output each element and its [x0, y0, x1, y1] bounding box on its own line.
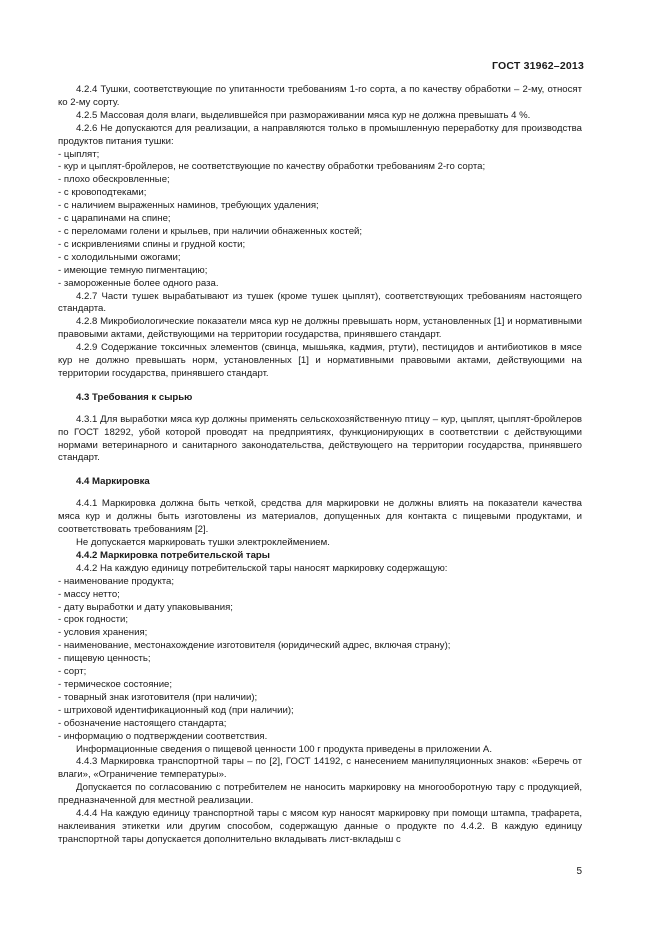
list-item: - наименование продукта;	[58, 575, 175, 587]
list-item: - срок годности;	[58, 614, 129, 626]
document-body	[58, 84, 582, 847]
list-item: - информацию о подтверждении соответствия.	[58, 730, 268, 742]
list-item: - замороженные более одного раза.	[58, 277, 219, 289]
paragraph: 4.4.3 Маркировка транспортной тары – по [2], ГОСТ 14192, с нанесением манипуляционных знаков: «Беречь от влаги», «Ограничение температуры».	[58, 756, 582, 781]
section-heading: 4.4 Маркировка	[76, 476, 150, 488]
spacer	[58, 381, 582, 392]
list-item: - с наличием выраженных наминов, требующих удаления;	[58, 200, 319, 212]
list-item: - с царапинами на спине;	[58, 213, 171, 225]
paragraph: 4.4.4 На каждую единицу транспортной тары с мясом кур наносят маркировку при помощи штампа, трафарета, наклеивания этикетки или другим способом, содержащую данные о продукте по 4.4.2. В каждую единицу транспортной тары допускается дополнительно вкладывать лист-вкладыш с	[58, 808, 582, 845]
list-item: - с кровоподтеками;	[58, 187, 147, 199]
list-item: - товарный знак изготовителя (при наличии);	[58, 691, 258, 703]
list-item: - штриховой идентификационный код (при наличии);	[58, 704, 294, 716]
list-item: - имеющие темную пигментацию;	[58, 264, 208, 276]
document-header: ГОСТ 31962–2013	[491, 60, 584, 72]
list-item: - пищевую ценность;	[58, 653, 151, 665]
list-item: - сорт;	[58, 666, 87, 678]
paragraph: 4.4.2 На каждую единицу потребительской тары наносят маркировку содержащую:	[76, 562, 448, 574]
paragraph: 4.2.7 Части тушек вырабатывают из тушек (кроме тушек цыплят), соответствующих требованиям настоящего стандарта.	[58, 290, 582, 315]
paragraph: Допускается по согласованию с потребителем не наносить маркировку на многооборотную тару с продукцией, предназначенной для местной реализации.	[58, 782, 582, 807]
list-item: - кур и цыплят-бройлеров, не соответствующие по качеству обработки требованиям 2-го сорта;	[58, 161, 486, 173]
list-item: - термическое состояние;	[58, 678, 173, 690]
paragraph: 4.2.4 Тушки, соответствующие по упитанности требованиям 1-го сорта, а по качеству обработки – 2-му, относят ко 2-му сорту.	[58, 84, 582, 108]
paragraph: 4.2.5 Массовая доля влаги, выделившейся при размораживании мяса кур не должна превышать 4 %.	[76, 109, 531, 121]
paragraph: 4.2.6 Не допускаются для реализации, а направляются только в промышленную переработку для производства продуктов питания тушки:	[58, 122, 582, 147]
paragraph: 4.2.8 Микробиологические показатели мяса кур не должны превышать норм, установленных [1] и нормативными правовыми актами, действующими на территории государства, принявшего стандарт.	[58, 316, 582, 341]
list-item: - массу нетто;	[58, 588, 120, 600]
page-number: 5	[576, 866, 582, 877]
list-item: - дату выработки и дату упаковывания;	[58, 601, 233, 613]
paragraph: 4.2.9 Содержание токсичных элементов (свинца, мышьяка, кадмия, ртути), пестицидов и антибиотиков в мясе кур не должно превышать норм, установленных [1] и нормативными правовыми актами, действующими на территории государства, принявшего стандарт.	[58, 342, 582, 379]
spacer	[58, 465, 582, 476]
paragraph: Информационные сведения о пищевой ценности 100 г продукта приведены в приложении А.	[76, 743, 492, 755]
list-item: - условия хранения;	[58, 627, 148, 639]
list-item: - обозначение настоящего стандарта;	[58, 717, 227, 729]
list-item: - с холодильными ожогами;	[58, 251, 181, 263]
list-item: - наименование, местонахождение изготовителя (юридический адрес, включая страну);	[58, 640, 451, 652]
spacer	[58, 405, 582, 414]
paragraph: 4.4.1 Маркировка должна быть четкой, средства для маркировки не должны влиять на показатели качества мяса кур и должны быть изготовлены из материалов, допущенных для контакта с пищевыми продуктами, и соответствовать требованиям [2].	[58, 498, 582, 536]
list-item: - цыплят;	[58, 148, 100, 160]
list-item: - с переломами голени и крыльев, при наличии обнаженных костей;	[58, 225, 363, 237]
spacer	[58, 489, 582, 498]
list-item: - плохо обескровленные;	[58, 174, 170, 186]
paragraph: Не допускается маркировать тушки электроклеймением.	[76, 537, 330, 548]
list-item: - с искривлениями спины и грудной кости;	[58, 238, 246, 250]
paragraph: 4.3.1 Для выработки мяса кур должны применять сельскохозяйственную птицу – кур, цыплят, цыплят-бройлеров по ГОСТ 18292, убой которой проводят на предприятиях, функционирующих в соответствии с действующими нормами ветеринарного и санитарного законодательства, действующего на территории государства, принявшего стандарт.	[58, 413, 582, 464]
section-heading: 4.4.2 Маркировка потребительской тары	[76, 549, 270, 561]
section-heading: 4.3 Требования к сырью	[76, 391, 193, 403]
